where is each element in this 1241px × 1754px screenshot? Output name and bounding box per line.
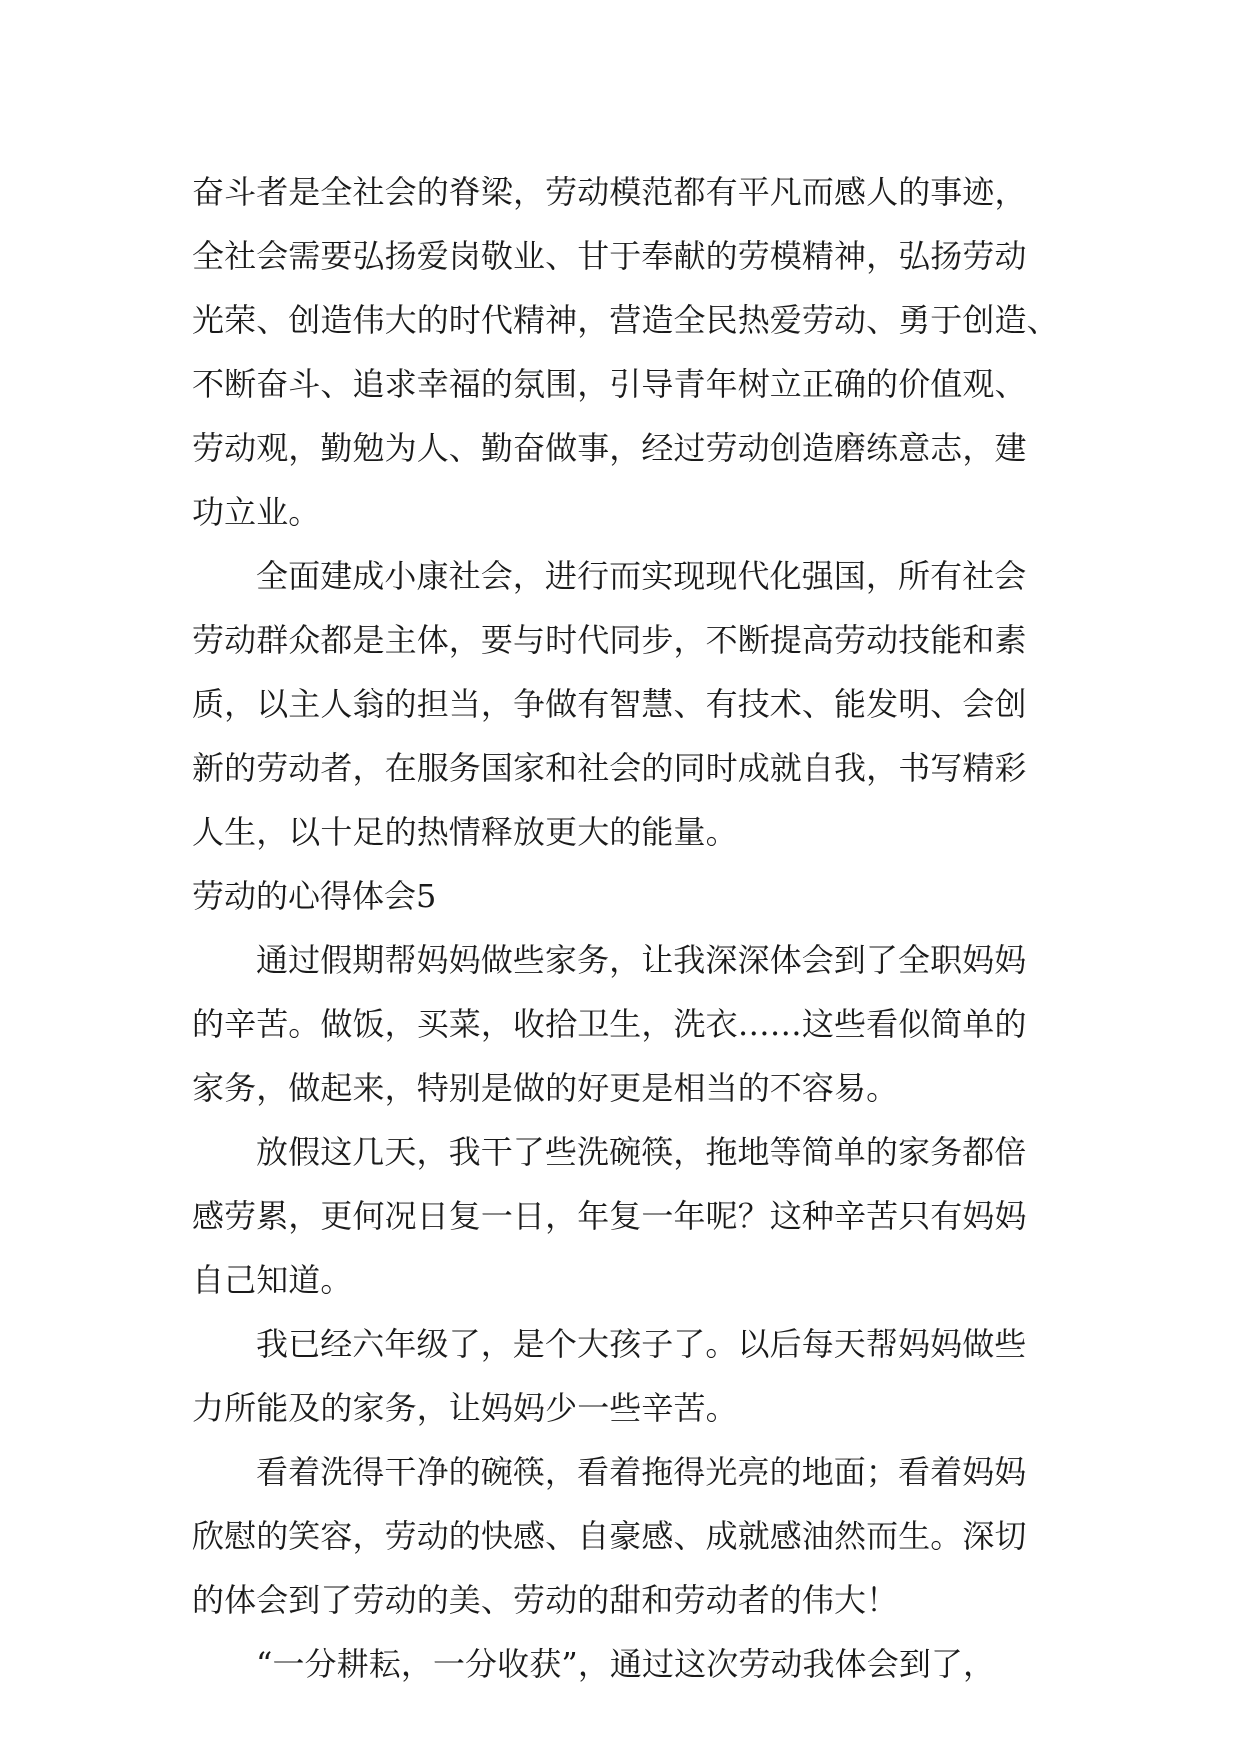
text-line: 家务，做起来，特别是做的好更是相当的不容易。 — [192, 1069, 899, 1107]
text-line: 感劳累，更何况日复一日，年复一年呢？这种辛苦只有妈妈 — [192, 1197, 1027, 1235]
section-title: 劳动的心得体会5 — [192, 877, 437, 915]
text-line: 的体会到了劳动的美、劳动的甜和劳动者的伟大！ — [192, 1581, 899, 1619]
text-line: 我已经六年级了，是个大孩子了。以后每天帮妈妈做些 — [256, 1325, 1027, 1363]
text-line: 新的劳动者，在服务国家和社会的同时成就自我，书写精彩 — [192, 749, 1027, 787]
paragraph — [192, 1632, 1052, 1696]
text-line: 全社会需要弘扬爱岗敬业、甘于奉献的劳模精神，弘扬劳动 — [192, 237, 1027, 275]
text-line: 欣慰的笑容，劳动的快感、自豪感、成就感油然而生。深切 — [192, 1517, 1027, 1555]
text-line: 质，以主人翁的担当，争做有智慧、有技术、能发明、会创 — [192, 685, 1027, 723]
text-line: 放假这几天，我干了些洗碗筷，拖地等简单的家务都倍 — [256, 1133, 1027, 1171]
text-line: 功立业。 — [192, 493, 321, 531]
paragraph — [192, 1312, 1052, 1440]
text-line: 劳动观，勤勉为人、勤奋做事，经过劳动创造磨练意志，建 — [192, 429, 1027, 467]
text-line: 光荣、创造伟大的时代精神，营造全民热爱劳动、勇于创造、 — [192, 301, 1059, 339]
paragraph — [192, 544, 1052, 864]
paragraph — [192, 928, 1052, 1120]
text-line: 力所能及的家务，让妈妈少一些辛苦。 — [192, 1389, 738, 1427]
document-body — [192, 160, 1059, 1696]
paragraph — [192, 1440, 1052, 1632]
text-line: 奋斗者是全社会的脊梁，劳动模范都有平凡而感人的事迹， — [192, 173, 1027, 211]
text-line: 通过假期帮妈妈做些家务，让我深深体会到了全职妈妈 — [256, 941, 1027, 979]
text-line: 劳动群众都是主体，要与时代同步，不断提高劳动技能和素 — [192, 621, 1027, 659]
text-line: 看着洗得干净的碗筷，看着拖得光亮的地面；看着妈妈 — [256, 1453, 1027, 1491]
text-line: 自己知道。 — [192, 1261, 353, 1299]
text-line: 的辛苦。做饭，买菜，收拾卫生，洗衣……这些看似简单的 — [192, 1005, 1027, 1043]
text-line: 人生，以十足的热情释放更大的能量。 — [192, 813, 738, 851]
text-line: 全面建成小康社会，进行而实现现代化强国，所有社会 — [256, 557, 1027, 595]
text-line: 不断奋斗、追求幸福的氛围，引导青年树立正确的价值观、 — [192, 365, 1027, 403]
paragraph — [192, 160, 1059, 544]
paragraph — [192, 1120, 1052, 1312]
text-line: “一分耕耘，一分收获”，通过这次劳动我体会到了， — [256, 1645, 996, 1683]
